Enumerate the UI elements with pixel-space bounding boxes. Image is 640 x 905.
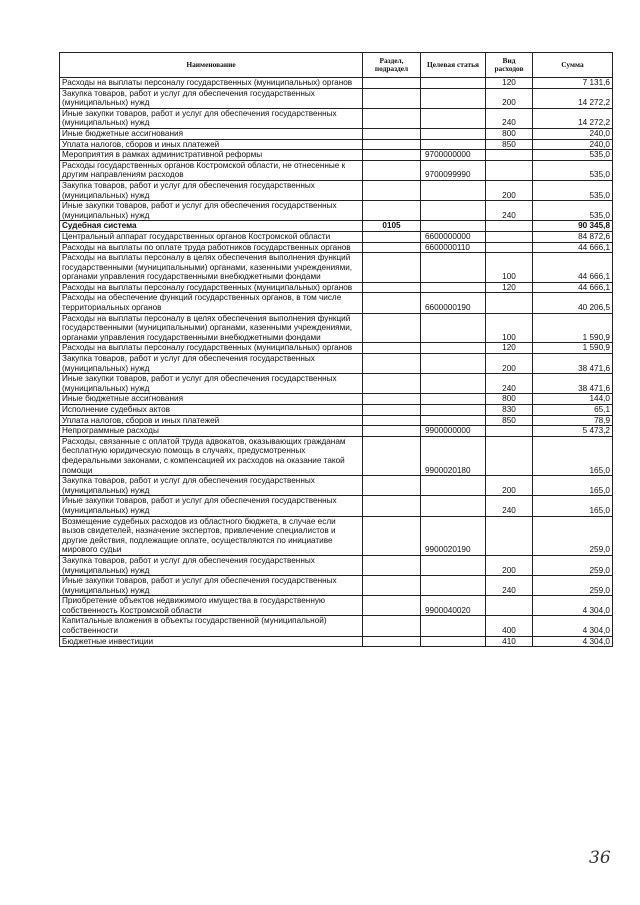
cell-name: Иные закупки товаров, работ и услуг для обеспечения государственных (муниципальных) нужд bbox=[60, 108, 363, 128]
cell-type: 100 bbox=[486, 253, 533, 283]
cell-sum: 4 304,0 bbox=[533, 596, 613, 616]
table-row bbox=[60, 180, 613, 200]
cell-type bbox=[486, 231, 533, 242]
cell-section bbox=[363, 78, 421, 89]
cell-type: 800 bbox=[486, 128, 533, 139]
cell-sum: 84 872,6 bbox=[533, 231, 613, 242]
cell-name: Судебная система bbox=[60, 221, 363, 232]
cell-name: Уплата налогов, сборов и иных платежей bbox=[60, 415, 363, 426]
cell-type: 240 bbox=[486, 576, 533, 596]
cell-type: 240 bbox=[486, 496, 533, 516]
cell-target bbox=[421, 576, 486, 596]
cell-target: 9900020180 bbox=[421, 436, 486, 475]
page-number: 36 bbox=[589, 848, 611, 868]
table-row bbox=[60, 555, 613, 575]
cell-sum: 259,0 bbox=[533, 555, 613, 575]
cell-sum: 535,0 bbox=[533, 201, 613, 221]
cell-section bbox=[363, 374, 421, 394]
table-row bbox=[60, 253, 613, 283]
cell-type: 410 bbox=[486, 636, 533, 647]
table-row bbox=[60, 221, 613, 232]
cell-type: 240 bbox=[486, 201, 533, 221]
cell-type: 200 bbox=[486, 476, 533, 496]
cell-name: Закупка товаров, работ и услуг для обеспечения государственных (муниципальных) нужд bbox=[60, 476, 363, 496]
table-row bbox=[60, 354, 613, 374]
cell-section bbox=[363, 426, 421, 437]
cell-sum: 1 590,9 bbox=[533, 313, 613, 343]
cell-name: Иные закупки товаров, работ и услуг для обеспечения государственных (муниципальных) нужд bbox=[60, 496, 363, 516]
cell-name: Капитальные вложения в объекты государственной (муниципальной) собственности bbox=[60, 616, 363, 636]
cell-type: 100 bbox=[486, 313, 533, 343]
table-row bbox=[60, 405, 613, 416]
cell-section bbox=[363, 415, 421, 426]
cell-target bbox=[421, 616, 486, 636]
cell-type: 120 bbox=[486, 78, 533, 89]
cell-name: Иные бюджетные ассигнования bbox=[60, 394, 363, 405]
table-row bbox=[60, 374, 613, 394]
cell-type: 200 bbox=[486, 88, 533, 108]
cell-section bbox=[363, 282, 421, 293]
cell-sum: 535,0 bbox=[533, 180, 613, 200]
header-sum: Сумма bbox=[533, 53, 613, 78]
cell-sum: 165,0 bbox=[533, 496, 613, 516]
cell-section bbox=[363, 343, 421, 354]
cell-type: 400 bbox=[486, 616, 533, 636]
cell-sum: 7 131,6 bbox=[533, 78, 613, 89]
cell-type: 800 bbox=[486, 394, 533, 405]
cell-section bbox=[363, 180, 421, 200]
cell-sum: 259,0 bbox=[533, 516, 613, 555]
budget-table-sheet bbox=[59, 52, 612, 647]
cell-section bbox=[363, 476, 421, 496]
cell-sum: 44 666,1 bbox=[533, 242, 613, 253]
cell-target bbox=[421, 201, 486, 221]
cell-target bbox=[421, 343, 486, 354]
table-row bbox=[60, 78, 613, 89]
table-body bbox=[60, 78, 613, 647]
table-row bbox=[60, 516, 613, 555]
cell-section bbox=[363, 139, 421, 150]
cell-sum: 240,0 bbox=[533, 139, 613, 150]
cell-name: Расходы государственных органов Костромской области, не отнесенные к другим направлениям расходов bbox=[60, 160, 363, 180]
cell-name: Расходы на выплаты по оплате труда работников государственных органов bbox=[60, 242, 363, 253]
cell-sum: 165,0 bbox=[533, 436, 613, 475]
cell-target bbox=[421, 313, 486, 343]
cell-name: Расходы, связанные с оплатой труда адвокатов, оказывающих гражданам бесплатную юридическую помощь в случаях, предусмотренных федеральными законами, с компенсацией их расходов на оказание такой помощи bbox=[60, 436, 363, 475]
cell-type bbox=[486, 516, 533, 555]
cell-section bbox=[363, 253, 421, 283]
cell-target bbox=[421, 128, 486, 139]
cell-type bbox=[486, 436, 533, 475]
cell-target: 6600000190 bbox=[421, 293, 486, 313]
table-row bbox=[60, 576, 613, 596]
cell-type: 850 bbox=[486, 415, 533, 426]
cell-target: 9900000000 bbox=[421, 426, 486, 437]
cell-name: Закупка товаров, работ и услуг для обеспечения государственных (муниципальных) нужд bbox=[60, 180, 363, 200]
cell-section bbox=[363, 313, 421, 343]
cell-name: Расходы на выплаты персоналу в целях обеспечения выполнения функций государственными (муниципальными) органами, казенными учреждениями, органами управления государственными внебюджетными фондами bbox=[60, 253, 363, 283]
cell-type bbox=[486, 242, 533, 253]
cell-target bbox=[421, 88, 486, 108]
cell-section bbox=[363, 160, 421, 180]
cell-type bbox=[486, 150, 533, 161]
cell-name: Расходы на выплаты персоналу государственных (муниципальных) органов bbox=[60, 282, 363, 293]
cell-type: 120 bbox=[486, 343, 533, 354]
cell-type bbox=[486, 221, 533, 232]
table-row bbox=[60, 150, 613, 161]
cell-section bbox=[363, 636, 421, 647]
table-row bbox=[60, 293, 613, 313]
cell-name: Исполнение судебных актов bbox=[60, 405, 363, 416]
cell-target: 9700099990 bbox=[421, 160, 486, 180]
table-row bbox=[60, 596, 613, 616]
cell-sum: 1 590,9 bbox=[533, 343, 613, 354]
cell-target: 9900040020 bbox=[421, 596, 486, 616]
cell-target bbox=[421, 636, 486, 647]
cell-section bbox=[363, 201, 421, 221]
cell-section bbox=[363, 128, 421, 139]
cell-sum: 535,0 bbox=[533, 160, 613, 180]
cell-sum: 259,0 bbox=[533, 576, 613, 596]
cell-sum: 165,0 bbox=[533, 476, 613, 496]
cell-section bbox=[363, 88, 421, 108]
cell-name: Иные закупки товаров, работ и услуг для обеспечения государственных (муниципальных) нужд bbox=[60, 576, 363, 596]
table-row bbox=[60, 88, 613, 108]
table-row bbox=[60, 201, 613, 221]
cell-type: 240 bbox=[486, 374, 533, 394]
cell-type bbox=[486, 426, 533, 437]
cell-section bbox=[363, 616, 421, 636]
cell-target bbox=[421, 139, 486, 150]
cell-type: 830 bbox=[486, 405, 533, 416]
cell-name: Возмещение судебных расходов из областного бюджета, в случае если вызов свидетелей, назначение экспертов, привлечение специалистов и другие действия, подлежащие оплате, осуществляются по инициативе мирового судьи bbox=[60, 516, 363, 555]
cell-type bbox=[486, 596, 533, 616]
table-row bbox=[60, 313, 613, 343]
table-row bbox=[60, 139, 613, 150]
table-row bbox=[60, 636, 613, 647]
table-row bbox=[60, 476, 613, 496]
cell-sum: 4 304,0 bbox=[533, 636, 613, 647]
cell-name: Расходы на выплаты персоналу государственных (муниципальных) органов bbox=[60, 78, 363, 89]
cell-target: 9700000000 bbox=[421, 150, 486, 161]
cell-target bbox=[421, 476, 486, 496]
cell-target bbox=[421, 253, 486, 283]
header-name: Наименование bbox=[60, 53, 363, 78]
cell-section bbox=[363, 150, 421, 161]
cell-name: Иные закупки товаров, работ и услуг для обеспечения государственных (муниципальных) нужд bbox=[60, 201, 363, 221]
cell-type bbox=[486, 160, 533, 180]
cell-section bbox=[363, 405, 421, 416]
cell-sum: 78,9 bbox=[533, 415, 613, 426]
cell-type: 850 bbox=[486, 139, 533, 150]
table-row bbox=[60, 426, 613, 437]
table-row bbox=[60, 496, 613, 516]
cell-sum: 144,0 bbox=[533, 394, 613, 405]
cell-target: 6600000000 bbox=[421, 231, 486, 242]
cell-sum: 14 272,2 bbox=[533, 88, 613, 108]
cell-sum: 40 206,5 bbox=[533, 293, 613, 313]
cell-sum: 535,0 bbox=[533, 150, 613, 161]
cell-section bbox=[363, 436, 421, 475]
cell-sum: 90 345,8 bbox=[533, 221, 613, 232]
cell-name: Расходы на выплаты персоналу в целях обеспечения выполнения функций государственными (муниципальными) органами, казенными учреждениями, органами управления государственными внебюджетными фондами bbox=[60, 313, 363, 343]
cell-target: 9900020190 bbox=[421, 516, 486, 555]
table-row bbox=[60, 282, 613, 293]
header-section: Раздел, подраздел bbox=[363, 53, 421, 78]
cell-name: Иные закупки товаров, работ и услуг для обеспечения государственных (муниципальных) нужд bbox=[60, 374, 363, 394]
cell-target bbox=[421, 180, 486, 200]
cell-sum: 5 473,2 bbox=[533, 426, 613, 437]
cell-section bbox=[363, 231, 421, 242]
cell-target bbox=[421, 374, 486, 394]
cell-sum: 44 666,1 bbox=[533, 282, 613, 293]
cell-target bbox=[421, 555, 486, 575]
cell-section bbox=[363, 293, 421, 313]
cell-section bbox=[363, 354, 421, 374]
cell-target bbox=[421, 496, 486, 516]
cell-target bbox=[421, 405, 486, 416]
cell-sum: 38 471,6 bbox=[533, 354, 613, 374]
cell-target bbox=[421, 221, 486, 232]
cell-section bbox=[363, 596, 421, 616]
cell-target bbox=[421, 394, 486, 405]
table-row bbox=[60, 616, 613, 636]
table-row bbox=[60, 242, 613, 253]
cell-target: 6600000110 bbox=[421, 242, 486, 253]
table-row bbox=[60, 436, 613, 475]
cell-sum: 14 272,2 bbox=[533, 108, 613, 128]
table-row bbox=[60, 108, 613, 128]
cell-type: 200 bbox=[486, 354, 533, 374]
cell-target bbox=[421, 108, 486, 128]
cell-name: Непрограммные расходы bbox=[60, 426, 363, 437]
cell-sum: 4 304,0 bbox=[533, 616, 613, 636]
cell-sum: 65,1 bbox=[533, 405, 613, 416]
table-row bbox=[60, 343, 613, 354]
table-row bbox=[60, 415, 613, 426]
cell-type: 200 bbox=[486, 555, 533, 575]
cell-section bbox=[363, 555, 421, 575]
table-header bbox=[60, 53, 613, 78]
cell-name: Расходы на выплаты персоналу государственных (муниципальных) органов bbox=[60, 343, 363, 354]
cell-type: 120 bbox=[486, 282, 533, 293]
cell-sum: 44 666,1 bbox=[533, 253, 613, 283]
budget-table bbox=[59, 52, 613, 647]
table-row bbox=[60, 128, 613, 139]
cell-name: Закупка товаров, работ и услуг для обеспечения государственных (муниципальных) нужд bbox=[60, 354, 363, 374]
cell-name: Уплата налогов, сборов и иных платежей bbox=[60, 139, 363, 150]
cell-target bbox=[421, 354, 486, 374]
cell-section bbox=[363, 576, 421, 596]
cell-target bbox=[421, 415, 486, 426]
cell-section: 0105 bbox=[363, 221, 421, 232]
header-target: Целевая статья bbox=[421, 53, 486, 78]
cell-type bbox=[486, 293, 533, 313]
table-row bbox=[60, 160, 613, 180]
table-row bbox=[60, 231, 613, 242]
table-row bbox=[60, 394, 613, 405]
cell-name: Закупка товаров, работ и услуг для обеспечения государственных (муниципальных) нужд bbox=[60, 88, 363, 108]
cell-name: Мероприятия в рамках административной реформы bbox=[60, 150, 363, 161]
cell-type: 240 bbox=[486, 108, 533, 128]
cell-section bbox=[363, 394, 421, 405]
cell-section bbox=[363, 496, 421, 516]
cell-sum: 240,0 bbox=[533, 128, 613, 139]
cell-section bbox=[363, 516, 421, 555]
cell-target bbox=[421, 78, 486, 89]
cell-name: Приобретение объектов недвижимого имущества в государственную собственность Костромской области bbox=[60, 596, 363, 616]
cell-type: 200 bbox=[486, 180, 533, 200]
cell-name: Иные бюджетные ассигнования bbox=[60, 128, 363, 139]
cell-name: Бюджетные инвестиции bbox=[60, 636, 363, 647]
header-type: Вид расходов bbox=[486, 53, 533, 78]
cell-name: Расходы на обеспечение функций государственных органов, в том числе территориальных органов bbox=[60, 293, 363, 313]
header-row bbox=[60, 53, 613, 78]
cell-name: Закупка товаров, работ и услуг для обеспечения государственных (муниципальных) нужд bbox=[60, 555, 363, 575]
cell-name: Центральный аппарат государственных органов Костромской области bbox=[60, 231, 363, 242]
cell-sum: 38 471,6 bbox=[533, 374, 613, 394]
cell-target bbox=[421, 282, 486, 293]
cell-section bbox=[363, 242, 421, 253]
cell-section bbox=[363, 108, 421, 128]
